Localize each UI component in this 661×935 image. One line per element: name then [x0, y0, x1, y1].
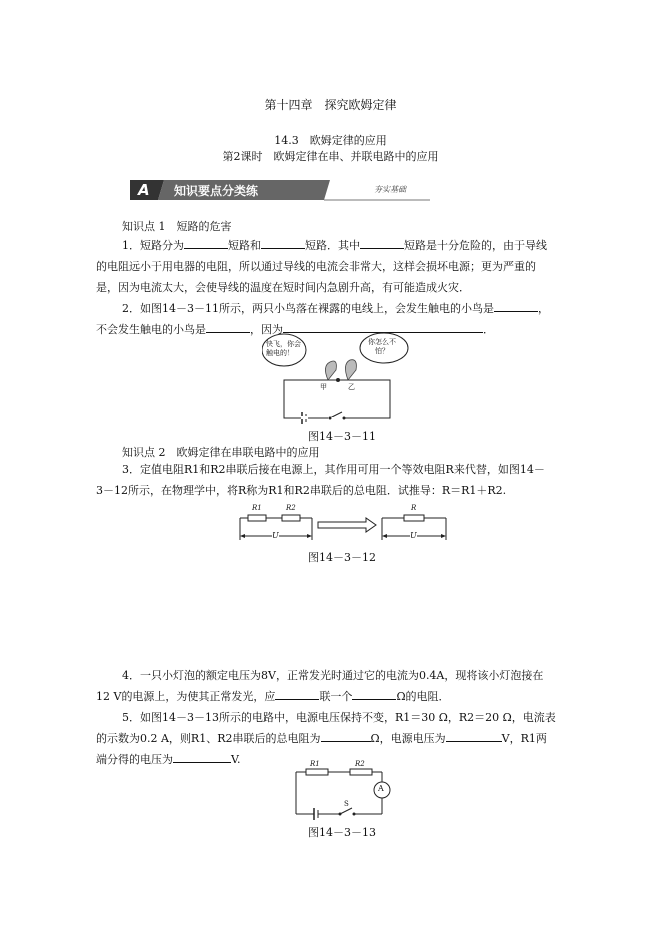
- answer-blank[interactable]: [352, 688, 396, 700]
- kp1-heading: 知识点 1 短路的危害: [122, 220, 232, 233]
- switch-label: S: [344, 800, 349, 808]
- question-4: [96, 665, 562, 707]
- q1-text: 短路和: [228, 239, 261, 252]
- answer-blank[interactable]: [494, 300, 538, 312]
- bubble-right-line: 怕？: [375, 347, 389, 355]
- r2-label: R2: [286, 504, 296, 512]
- figure-series-resistors: [236, 504, 450, 546]
- q5-text: 端分得的电压为: [96, 753, 173, 766]
- q2-text: 不会发生触电的小鸟是: [96, 323, 206, 336]
- bird-b-label: 乙: [348, 383, 355, 391]
- question-1: [96, 235, 562, 298]
- q2-text: 2．如图14－3－11所示，两只小鸟落在裸露的电线上，会发生触电的小鸟是: [122, 302, 494, 315]
- lesson-title: 第2课时 欧姆定律在串、并联电路中的应用: [222, 150, 439, 163]
- q5-text: V，R1两: [501, 732, 547, 745]
- answer-blank[interactable]: [360, 237, 404, 249]
- banner-title: 知识要点分类练: [174, 184, 259, 198]
- answer-blank[interactable]: [321, 730, 371, 742]
- question-3: [96, 459, 562, 501]
- answer-blank[interactable]: [446, 730, 502, 742]
- bubble-right-line: 你怎么不: [368, 338, 396, 346]
- answer-blank[interactable]: [184, 237, 228, 249]
- banner-subtitle: 夯实基础: [374, 185, 406, 194]
- q2-text: ，: [538, 302, 549, 315]
- r1-label: R1: [310, 760, 320, 768]
- figure-birds: [262, 332, 412, 424]
- q4-text: Ω的电阻．: [396, 690, 450, 703]
- figure-12-caption: 图14－3－12: [308, 551, 376, 564]
- q4-text: 12 V的电源上，为使其正常发光，应: [96, 690, 276, 703]
- figure-13-caption: 图14－3－13: [308, 826, 376, 839]
- answer-blank[interactable]: [275, 688, 319, 700]
- q1-line-3: 是，因为电流太大，会使导线的温度在短时间内急剧升高，有可能造成火灾．: [96, 281, 470, 294]
- q2-text: ，因为: [250, 323, 283, 336]
- u-label-left: U: [272, 531, 279, 540]
- q5-text: 的示数为0.2 A，则R1、R2串联后的总电阻为: [96, 732, 321, 745]
- r-label: R: [411, 504, 417, 512]
- q4-line-1: 4．一只小灯泡的额定电压为8V，正常发光时通过它的电流为0.4A，现将该小灯泡接在: [122, 669, 544, 682]
- q1-line-2: 的电阻远小于用电器的电阻，所以通过导线的电流会非常大，这样会损坏电源；更为严重的: [96, 260, 536, 273]
- q3-line-2: 3－12所示，在物理学中，将R称为R1和R2串联后的总电阻．试推导：R＝R1＋R2.: [96, 484, 507, 497]
- section-banner: [130, 178, 430, 200]
- r1-label: R1: [252, 504, 262, 512]
- q1-text: 短路是十分危险的，由于导线: [404, 239, 547, 252]
- bubble-left-line: 触电的！: [266, 349, 294, 357]
- answer-blank[interactable]: [261, 237, 305, 249]
- bird-a-label: 甲: [320, 383, 327, 391]
- figure-11-caption: 图14－3－11: [308, 430, 376, 443]
- section-title: 14.3 欧姆定律的应用: [274, 134, 387, 147]
- q1-text: 短路．其中: [305, 239, 360, 252]
- banner-letter: A: [138, 181, 150, 199]
- q4-text: 联一个: [319, 690, 353, 703]
- q5-line-1: 5．如图14－3－13所示的电路中，电源电压保持不变，R1＝30 Ω，R2＝20 Ω，电流表: [122, 711, 556, 724]
- kp2-heading: 知识点 2 欧姆定律在串联电路中的应用: [122, 446, 320, 459]
- bubble-right: [368, 338, 396, 356]
- q5-text: Ω，电源电压为: [370, 732, 446, 745]
- q2-text: ．: [483, 323, 494, 336]
- ammeter-label: A: [378, 784, 384, 793]
- answer-blank[interactable]: [206, 321, 250, 333]
- answer-blank[interactable]: [173, 751, 231, 763]
- q5-text: V.: [231, 753, 241, 766]
- chapter-title: 第十四章 探究欧姆定律: [264, 98, 397, 112]
- bubble-left: [266, 340, 301, 358]
- bubble-left-line: 快飞，你会: [266, 340, 301, 348]
- figure-series-circuit: [292, 760, 402, 820]
- u-label-right: U: [410, 531, 417, 540]
- q1-text: 1．短路分为: [122, 239, 184, 252]
- r2-label: R2: [355, 760, 365, 768]
- q3-line-1: 3．定值电阻R1和R2串联后接在电源上，其作用可用一个等效电阻R来代替，如图14－: [122, 463, 545, 476]
